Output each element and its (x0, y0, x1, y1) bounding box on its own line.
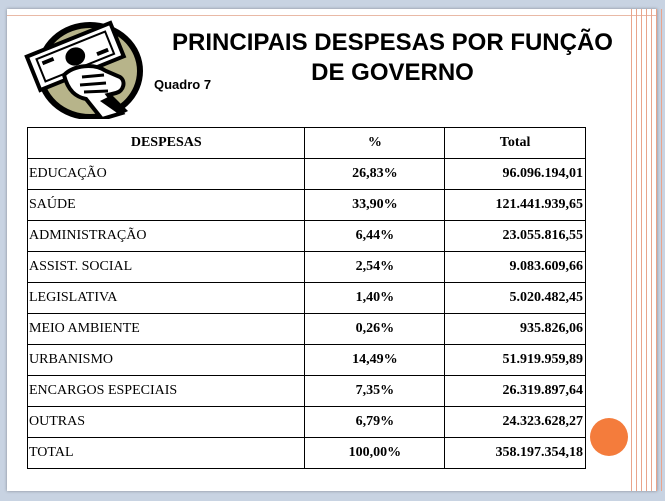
decorative-stripes (629, 9, 665, 491)
header-total: Total (445, 128, 586, 159)
title-line-1: PRINCIPAIS DESPESAS POR FUNÇÃO (172, 29, 613, 56)
header-despesas: DESPESAS (28, 128, 305, 159)
row-total: 5.020.482,45 (445, 283, 586, 314)
row-total: 51.919.959,89 (445, 345, 586, 376)
row-despesa: URBANISMO (28, 345, 305, 376)
row-despesa: ASSIST. SOCIAL (28, 252, 305, 283)
row-percent: 26,83% (305, 159, 445, 190)
title-line-2: DE GOVERNO (311, 59, 474, 86)
row-total: 935.826,06 (445, 314, 586, 345)
table-row (28, 221, 586, 252)
table-row (28, 283, 586, 314)
row-total: 121.441.939,65 (445, 190, 586, 221)
row-percent: 0,26% (305, 314, 445, 345)
row-total: 96.096.194,01 (445, 159, 586, 190)
row-percent: 1,40% (305, 283, 445, 314)
slide-title (155, 28, 630, 88)
row-percent: 100,00% (305, 438, 445, 469)
quadro-caption: Quadro 7 (154, 77, 212, 92)
row-total: 358.197.354,18 (445, 438, 586, 469)
row-total: 9.083.609,66 (445, 252, 586, 283)
table-total-row (28, 438, 586, 469)
row-percent: 7,35% (305, 376, 445, 407)
table-header-row (28, 128, 586, 159)
row-despesa: SAÚDE (28, 190, 305, 221)
expenses-table (27, 127, 586, 469)
table-row (28, 159, 586, 190)
decorative-orange-circle (590, 418, 628, 456)
row-despesa: LEGISLATIVA (28, 283, 305, 314)
row-despesa: ENCARGOS ESPECIAIS (28, 376, 305, 407)
row-despesa: EDUCAÇÃO (28, 159, 305, 190)
row-despesa: TOTAL (28, 438, 305, 469)
table-row (28, 407, 586, 438)
table-row (28, 345, 586, 376)
row-percent: 14,49% (305, 345, 445, 376)
row-percent: 2,54% (305, 252, 445, 283)
table-row (28, 314, 586, 345)
row-total: 26.319.897,64 (445, 376, 586, 407)
row-total: 23.055.816,55 (445, 221, 586, 252)
row-percent: 33,90% (305, 190, 445, 221)
table-row (28, 190, 586, 221)
row-total: 24.323.628,27 (445, 407, 586, 438)
row-percent: 6,79% (305, 407, 445, 438)
row-despesa: MEIO AMBIENTE (28, 314, 305, 345)
row-percent: 6,44% (305, 221, 445, 252)
row-despesa: ADMINISTRAÇÃO (28, 221, 305, 252)
table-row (28, 252, 586, 283)
hand-holding-money-icon (24, 15, 146, 119)
header-percent: % (305, 128, 445, 159)
table-row (28, 376, 586, 407)
row-despesa: OUTRAS (28, 407, 305, 438)
